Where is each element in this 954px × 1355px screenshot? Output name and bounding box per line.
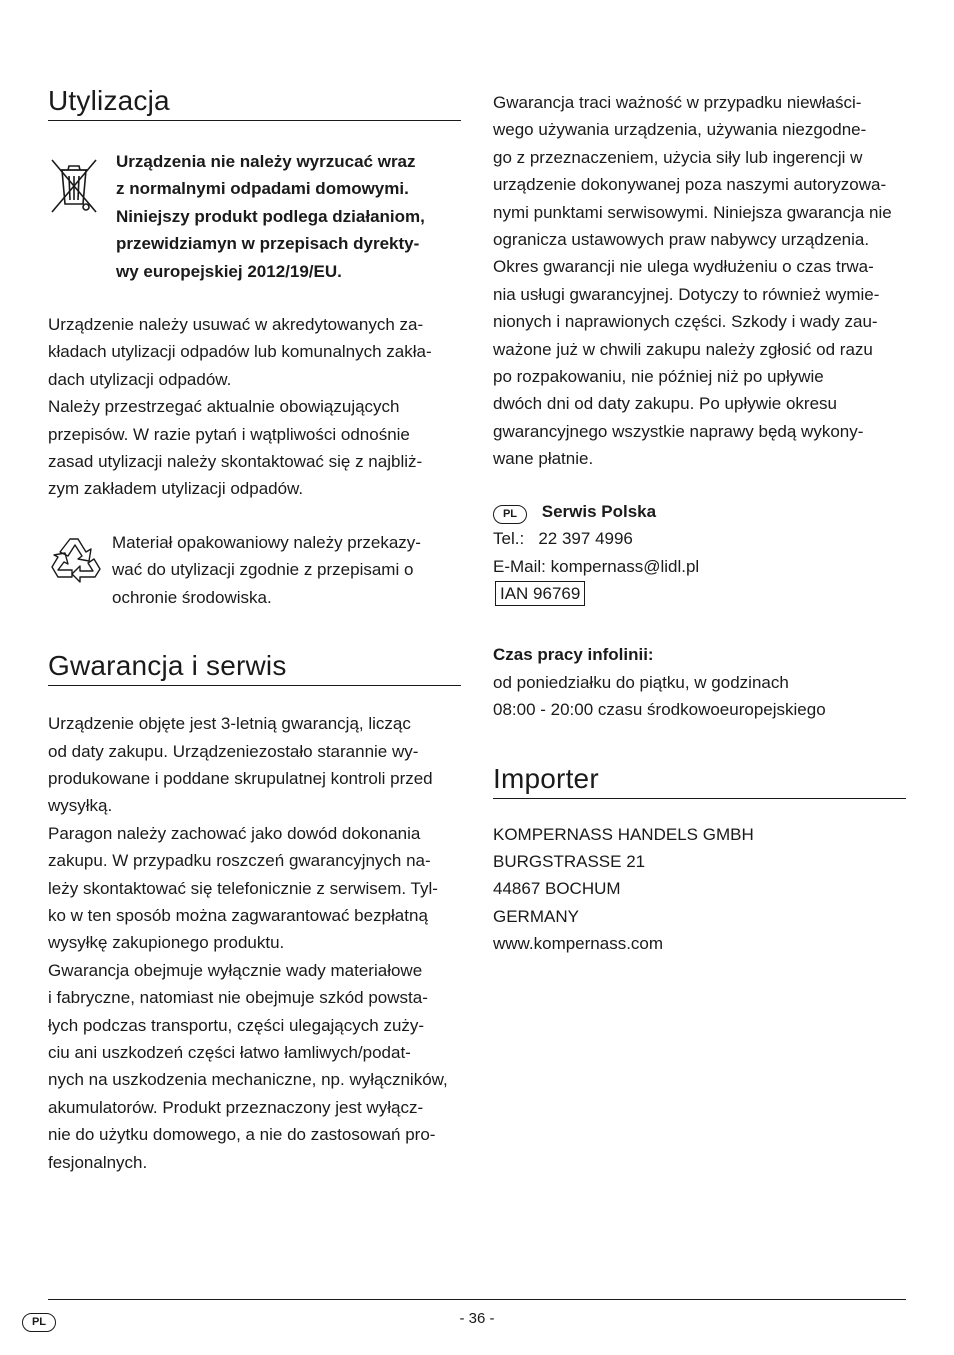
disposal-line: zasad utylizacji należy skontaktować się z najbliż-: [48, 452, 423, 472]
recycling-line: wać do utylizacji zgodnie z przepisami o: [112, 560, 414, 580]
warranty-line: akumulatorów. Produkt przeznaczony jest wyłącz-: [48, 1097, 424, 1117]
warranty-terms-line: urządzenie dokonywanej poza naszymi autoryzowa-: [493, 175, 887, 195]
warranty-terms-line: po rozpakowaniu, nie później niż po upływie: [493, 367, 824, 387]
disposal-line: Urządzenie należy usuwać w akredytowanych za-: [48, 315, 424, 335]
section-title-gwarancja: Gwarancja i serwis: [48, 651, 461, 686]
importer-website: www.kompernass.com: [493, 934, 664, 954]
hotline-title: Czas pracy infolinii:: [493, 645, 654, 665]
importer-line: 44867 BOCHUM: [493, 879, 621, 899]
section-title-utylizacja: Utylizacja: [48, 86, 461, 121]
warranty-line: leży skontaktować się telefonicznie z serwisem. Tyl-: [48, 878, 438, 898]
warranty-line: ko w ten sposób można zagwarantować bezpłatną: [48, 905, 428, 925]
footer-country-badge: PL: [22, 1313, 56, 1332]
disposal-line: Należy przestrzegać aktualnie obowiązujących: [48, 397, 400, 417]
warranty-terms-line: Okres gwarancji nie ulega wydłużeniu o czas trwa-: [493, 257, 874, 277]
weee-line: wy europejskiej 2012/19/EU.: [116, 261, 342, 281]
disposal-line: dach utylizacji odpadów.: [48, 369, 232, 389]
disposal-line: kładach utylizacji odpadów lub komunalnych zakła-: [48, 342, 432, 362]
warranty-line: od daty zakupu. Urządzeniezostało starannie wy-: [48, 741, 419, 761]
warranty-terms-line: go z przeznaczeniem, użycia siły lub ingerencji w: [493, 147, 863, 167]
weee-line: Niniejszy produkt podlega działaniom,: [116, 206, 425, 226]
warranty-line: produkowane i poddane skrupulatnej kontroli przed: [48, 768, 433, 788]
hotline-hours: 08:00 - 20:00 czasu środkowoeuropejskiego: [493, 700, 826, 720]
warranty-terms-line: dwóch dni od daty zakupu. Po upływie okresu: [493, 394, 837, 414]
weee-line: z normalnymi odpadami domowymi.: [116, 179, 409, 199]
ian-row: [493, 580, 906, 607]
importer-line: KOMPERNASS HANDELS GMBH: [493, 824, 754, 844]
warranty-line: Paragon należy zachować jako dowód dokonania: [48, 823, 421, 843]
warranty-terms-line: wego używania urządzenia, używania niezgodne-: [493, 120, 867, 140]
disposal-line: przepisów. W razie pytań i wątpliwości odnośnie: [48, 424, 410, 444]
page-number: - 36 -: [459, 1310, 495, 1327]
warranty-terms-line: wane płatnie.: [493, 449, 594, 469]
left-column: [48, 86, 461, 1176]
footer-divider: [48, 1299, 906, 1300]
recycling-notice: [48, 529, 461, 611]
warranty-line: wysyłką.: [48, 796, 113, 816]
warranty-line: Urządzenie objęte jest 3-letnią gwarancją, licząc: [48, 714, 411, 734]
importer-line: GERMANY: [493, 906, 579, 926]
recycling-line: ochronie środowiska.: [112, 587, 272, 607]
weee-line: przewidziamyn w przepisach dyrekty-: [116, 234, 420, 254]
service-title-row: [493, 498, 906, 525]
recycling-text: [112, 529, 421, 611]
disposal-line: zym zakładem utylizacji odpadów.: [48, 479, 304, 499]
hotline-days: od poniedziałku do piątku, w godzinach: [493, 672, 789, 692]
recycling-icon: [48, 529, 112, 611]
service-block: [493, 498, 906, 608]
weee-notice: [48, 148, 461, 285]
warranty-paragraph: [48, 710, 461, 1176]
warranty-terms-line: ważone już w chwili zakupu należy zgłosić od razu: [493, 339, 873, 359]
warranty-terms-line: nionych i naprawionych części. Szkody i wady zau-: [493, 312, 878, 332]
service-phone: Tel.: 22 397 4996: [493, 529, 633, 549]
warranty-terms-line: ogranicza ustawowych praw nabywcy urządzenia.: [493, 230, 870, 250]
warranty-terms-line: nymi punktami serwisowymi. Niniejsza gwarancja nie: [493, 202, 892, 222]
warranty-terms-line: gwarancyjnego wszystkie naprawy będą wykony-: [493, 421, 864, 441]
warranty-line: fesjonalnych.: [48, 1152, 148, 1172]
right-column: [493, 86, 906, 958]
warranty-line: nie do użytku domowego, a nie do zastosowań pro-: [48, 1125, 436, 1145]
weee-line: Urządzenia nie należy wyrzucać wraz: [116, 152, 416, 171]
service-email: E-Mail: kompernass@lidl.pl: [493, 556, 700, 576]
recycling-line: Materiał opakowaniowy należy przekazy-: [112, 532, 421, 552]
warranty-line: nych na uszkodzenia mechaniczne, np. wyłączników,: [48, 1070, 448, 1090]
warranty-line: Gwarancja obejmuje wyłącznie wady materiałowe: [48, 960, 423, 980]
warranty-line: i fabryczne, natomiast nie obejmuje szkód powsta-: [48, 988, 428, 1008]
crossed-out-wheelie-bin-icon: [48, 148, 116, 285]
hotline-block: [493, 641, 906, 723]
ian-number: IAN 96769: [495, 581, 585, 606]
warranty-line: zakupu. W przypadku roszczeń gwarancyjnych na-: [48, 851, 431, 871]
country-badge: PL: [493, 505, 527, 524]
warranty-line: wysyłkę zakupionego produktu.: [48, 933, 285, 953]
warranty-line: łych podczas transportu, części ulegających zuży-: [48, 1015, 425, 1035]
warranty-terms-line: nia usługi gwarancyjnej. Dotyczy to również wymie-: [493, 284, 880, 304]
warranty-line: ciu ani uszkodzeń części łatwo łamliwych/podat-: [48, 1042, 411, 1062]
warranty-terms-paragraph: [493, 89, 906, 473]
service-title: Serwis Polska: [541, 501, 657, 521]
importer-line: BURGSTRASSE 21: [493, 851, 646, 871]
importer-address: [493, 821, 906, 958]
section-title-importer: Importer: [493, 764, 906, 799]
disposal-paragraph: [48, 311, 461, 503]
weee-text: [116, 148, 425, 285]
warranty-terms-line: Gwarancja traci ważność w przypadku niewłaści-: [493, 93, 862, 112]
